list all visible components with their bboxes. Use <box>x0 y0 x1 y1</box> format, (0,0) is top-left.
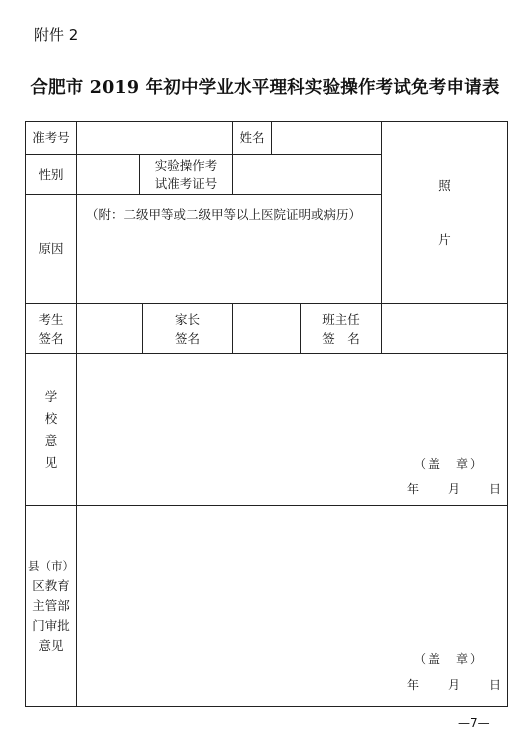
county-opinion-line: 县（市） <box>28 559 74 573</box>
gender-field[interactable] <box>77 155 139 194</box>
page-number: —7— <box>458 716 490 730</box>
parent-signature-label-line2: 签名 <box>174 330 200 346</box>
school-opinion-char: 意 <box>44 432 58 448</box>
exam-number-label: 准考号 <box>32 130 70 145</box>
county-opinion-label <box>26 506 76 706</box>
lab-exam-cert-label-line1: 实验操作考 <box>154 157 218 173</box>
county-date-year: 年 <box>407 678 420 692</box>
parent-signature-label <box>143 304 232 353</box>
reason-label: 原因 <box>38 241 64 256</box>
school-date-month: 月 <box>448 482 461 496</box>
school-date-day: 日 <box>489 482 502 496</box>
lab-exam-cert-field[interactable] <box>233 155 381 194</box>
county-opinion-field[interactable] <box>77 506 507 646</box>
school-opinion-char: 校 <box>44 410 58 426</box>
county-date-day: 日 <box>489 678 502 692</box>
county-opinion-line: 意见 <box>38 638 64 653</box>
student-signature-field[interactable] <box>77 304 142 353</box>
student-signature-label <box>26 304 76 353</box>
parent-signature-label-line1: 家长 <box>174 311 200 327</box>
school-opinion-label <box>26 354 76 505</box>
teacher-signature-field[interactable] <box>382 304 507 353</box>
student-signature-label-line1: 考生 <box>38 311 64 327</box>
county-opinion-line: 区教育 <box>32 578 70 593</box>
school-opinion-char: 见 <box>44 454 58 470</box>
teacher-signature-label-line2: 签 名 <box>322 330 360 346</box>
lab-exam-cert-label-line2: 试准考证号 <box>154 175 218 191</box>
teacher-signature-label <box>301 304 381 353</box>
school-seal-label: （盖 章） <box>414 457 485 471</box>
lab-exam-cert-label <box>140 155 232 194</box>
table-rule <box>25 194 381 195</box>
form-title: 合肥市 2019 年初中学业水平理科实验操作考试免考申请表 <box>30 78 500 98</box>
school-opinion-char: 学 <box>44 388 58 404</box>
county-seal-label: （盖 章） <box>414 652 485 666</box>
gender-label: 性别 <box>38 166 64 182</box>
teacher-signature-label-line1: 班主任 <box>322 311 360 327</box>
county-opinion-line: 主管部 <box>32 598 70 613</box>
name-label: 姓名 <box>239 130 265 145</box>
attachment-label: 附件 2 <box>34 26 79 44</box>
reason-field[interactable] <box>77 225 381 303</box>
photo-label-2: 片 <box>438 231 451 247</box>
photo-label-1: 照 <box>438 177 451 193</box>
table-border <box>507 121 508 706</box>
table-border <box>25 706 508 707</box>
photo-area <box>382 122 507 303</box>
county-date-month: 月 <box>448 678 461 692</box>
name-field[interactable] <box>272 122 381 154</box>
exam-number-field[interactable] <box>77 122 232 154</box>
school-date-year: 年 <box>407 482 420 496</box>
reason-note: （附：二级甲等或二级甲等以上医院证明或病历） <box>86 207 362 222</box>
school-opinion-field[interactable] <box>77 354 507 454</box>
parent-signature-field[interactable] <box>233 304 300 353</box>
student-signature-label-line2: 签名 <box>38 330 64 346</box>
county-opinion-line: 门审批 <box>32 618 70 633</box>
